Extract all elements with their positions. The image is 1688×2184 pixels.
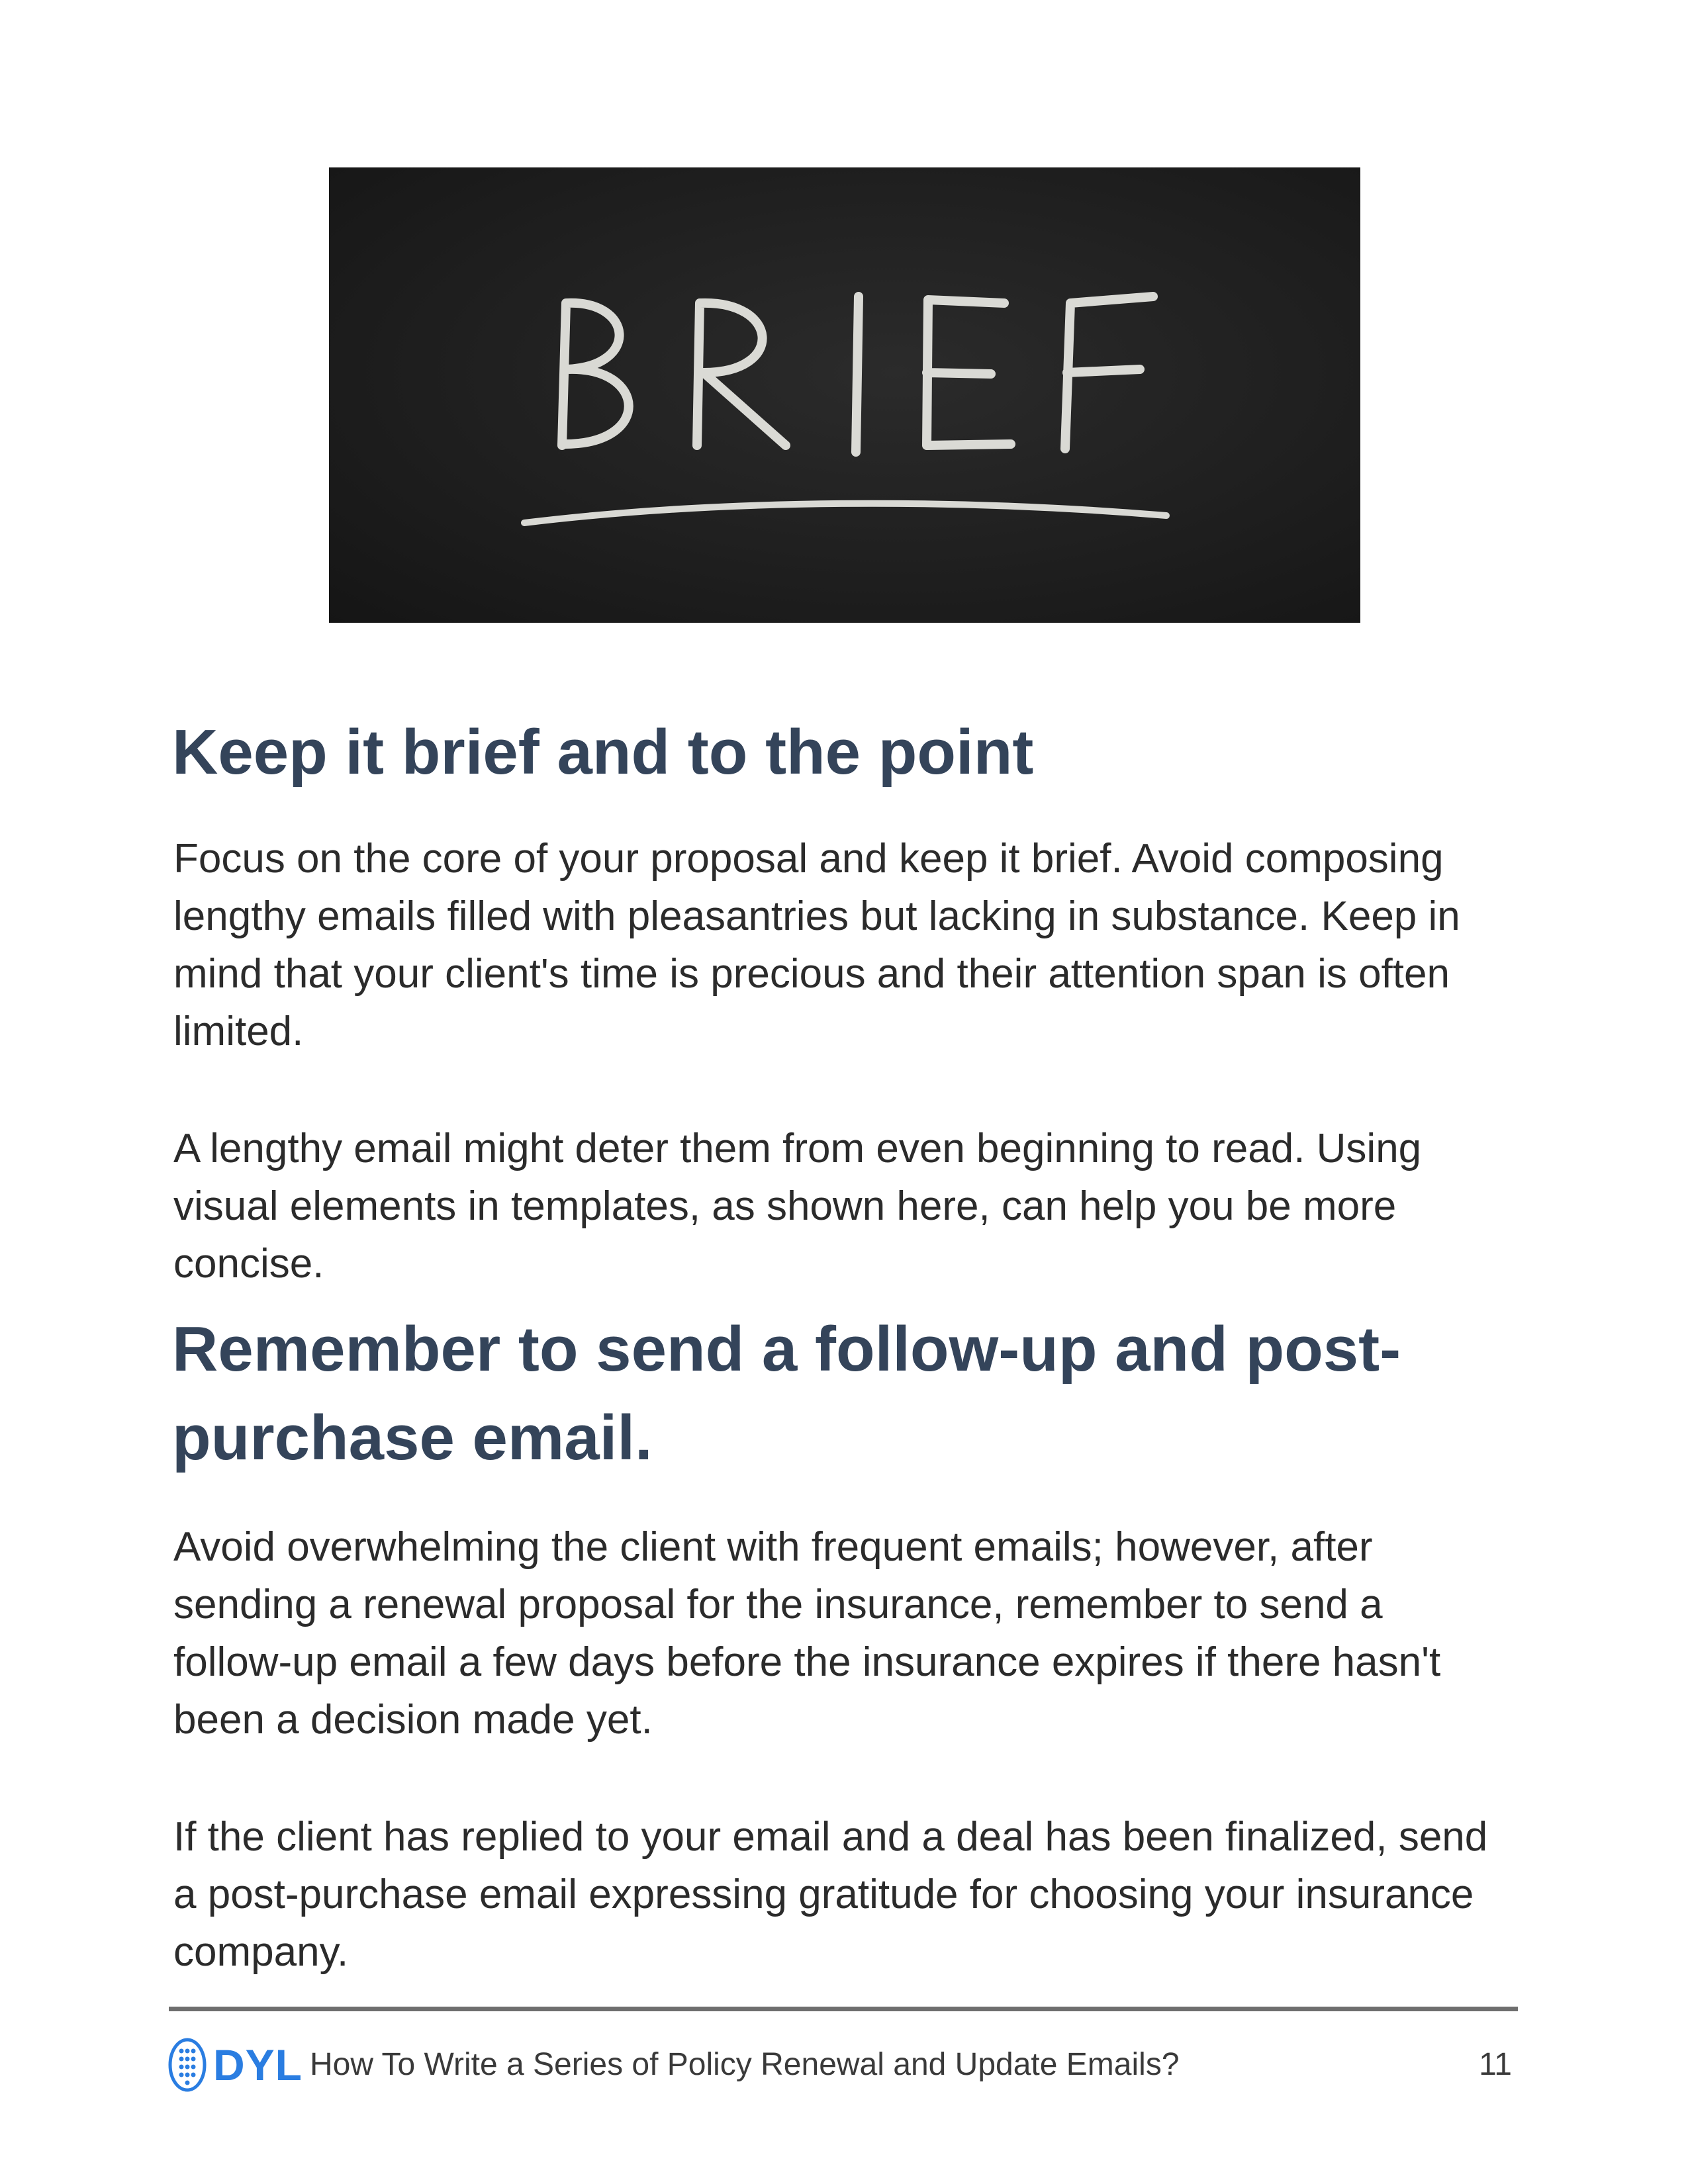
footer-divider [169,2007,1518,2011]
paragraph-brief-2: A lengthy email might deter them from even beginning to read. Using visual elements in templates, as shown here, can help you be more concise. [173,1126,1422,1287]
dyl-logo-icon [167,2036,208,2093]
dyl-logo [167,2033,303,2097]
paragraph-follow-up-1: Avoid overwhelming the client with frequent emails; however, after sending a renewal proposal for the insurance, remember to send a follow-up email a few days before the insurance expires if there hasn't been a decision made yet. [173,1524,1441,1743]
footer-document-title: How To Write a Series of Policy Renewal and Update Emails? [310,2047,1180,2082]
dyl-logo-text: DYL [213,2040,303,2089]
hero-chalkboard-image [329,167,1360,623]
paragraph-follow-up-2: If the client has replied to your email and a deal has been finalized, send a post-purchase email expressing gratitude for choosing your insurance company. [173,1814,1488,1975]
paragraph-brief-1: Focus on the core of your proposal and keep it brief. Avoid composing lengthy emails filled with pleasantries but lacking in substance. Keep in mind that your client's time is precious and their attention span is often limited. [173,836,1460,1054]
page-number: 11 [1479,2047,1512,2082]
chalkboard-brief-graphic [329,167,1360,623]
section-heading-follow-up: Remember to send a follow-up and post-purchase email. [172,1314,1401,1473]
section-heading-brief: Keep it brief and to the point [172,717,1034,788]
